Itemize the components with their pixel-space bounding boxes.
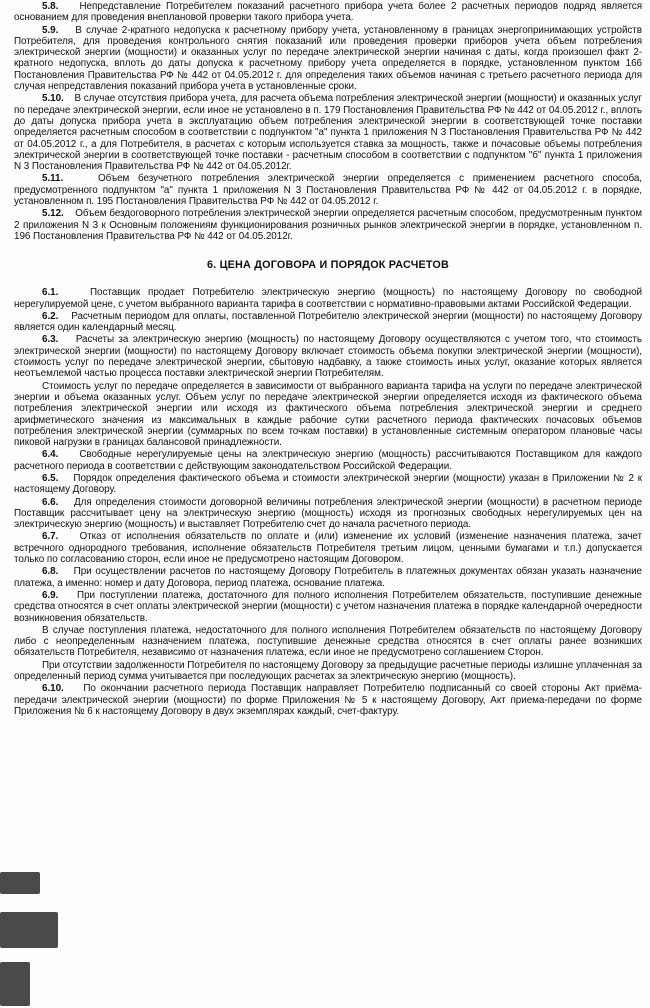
clause-text: Отказ от исполнения обязательств по оплате и (или) изменение их условий (изменение назначения платежа, зачет встречного однородного требования, исполнение обязательств Потребителя третьим лицом, ценными бумагами и т.п.) допускается только по согласованию сторон, если иное не предусмотрено настоящим Договором. <box>14 531 642 566</box>
clause-number: 6.8. <box>42 566 59 578</box>
clause-number: 6.5. <box>42 472 59 484</box>
clause-number: 6.6. <box>42 496 59 508</box>
clause-text: Свободные нерегулируемые цены на электрическую энергию (мощность) рассчитываются Поставщиком для каждого расчетного периода в соответствии с действующим законодательством Российской Федерации. <box>14 449 642 472</box>
clause-text: Объем безучетного потребления электрической энергии определяется с применением расчетного способа, предусмотренного подпунктом "а" пункта 1 приложения N 3 Постановления Правительства РФ № 442 от 04.05.2012 г. в порядке, установленном п. 195 Постановления Правительства РФ № 442 от 04.05.2012 г. <box>14 173 643 208</box>
clause-text: В случае поступления платежа, недостаточного для полного исполнения Потребителем обязательств по настоящему Договору либо с неопределенным назначением платежа, поступившие денежные средства относятся в счет оплаты ранее возникших обязательств Потребителя, независимо от назначения платежа, если иное не предусмотрено соглашением Сторон. <box>14 624 642 659</box>
clause-number: 6.4. <box>42 449 59 461</box>
section-6-body <box>14 287 642 717</box>
clause-text: При осуществлении расчетов по настоящему Договору Потребитель в платежных документах обязан указать назначение платежа, а именно: номер и дату Договора, период платежа, основание платежа. <box>14 566 642 589</box>
scan-smudge <box>0 872 40 894</box>
clause-number: 6.1. <box>42 287 59 299</box>
clause-text: Для определения стоимости договорной величины потребления электрической энергии (мощности) в расчетном периоде Поставщик рассчитывает цену на электрическую энергию (мощность) исходя из прогнозных свободных нерегулируемых цен на электрическую энергию (мощность) и выставляет Потребителю счет до начала расчетного периода. <box>14 496 643 531</box>
clause-number: 6.9. <box>42 589 59 601</box>
clause <box>14 287 642 310</box>
clause <box>14 683 642 717</box>
clause-text: По окончании расчетного периода Поставщик направляет Потребителю подписанный со своей стороны Акт приёма-передачи электрической энергии (мощности) по форме Приложения № 5 к настоящему Договору, Акт приема-передачи по форме Приложения № 6 к настоящему Договору в двух экземплярах каждый, счет-фактуру. <box>14 683 643 717</box>
clause <box>14 497 642 531</box>
clause-text: В случае 2-кратного недопуска к расчетному прибору учета, установленному в границах энергопринимающих устройств Потребителя, для проведения контрольного снятия показаний или проведения проверки приборов учета объем потребления электрической энергии (мощности) и оказанных услуг по передаче электрической энергии начиная с даты, когда произошел факт 2-кратного недопуска, вплоть до даты допуска к расчетному прибору учета определяется в порядке, установленном пунктом 166 Постановления Правительства РФ № 442 от 04.05.2012 г. для определения таких объемов начиная с третьего расчетного периода для случая непредставления показаний прибора учета в установленные сроки. <box>14 24 642 93</box>
clause <box>14 25 642 93</box>
clause-text: Непредставление Потребителем показаний расчетного прибора учета более 2 расчетных периодов подряд является основанием для проведения внеплановой проверки такого прибора учета. <box>14 1 642 24</box>
clause-number: 6.2. <box>42 310 59 322</box>
clause <box>14 173 642 207</box>
clause <box>14 566 642 589</box>
clause-paragraph <box>14 381 642 449</box>
clause <box>14 93 642 172</box>
clause-paragraph <box>14 625 642 659</box>
scan-smudge <box>0 962 30 1006</box>
clause <box>14 334 642 379</box>
clause-text: Расчетным периодом для оплаты, поставленной Потребителю электрической энергии (мощности) по настоящему Договору является один календарный месяц. <box>14 310 642 334</box>
clause <box>14 590 642 624</box>
clause <box>14 208 642 242</box>
clause <box>14 1 642 24</box>
clause-number: 5.10. <box>42 93 64 105</box>
section-heading: 6. ЦЕНА ДОГОВОРА И ПОРЯДОК РАСЧЕТОВ <box>206 259 450 272</box>
clause <box>14 449 642 472</box>
clause-text: Расчеты за электрическую энергию (мощность) по настоящему Договору осуществляются с учетом того, что стоимость электрической энергии (мощности) по настоящему Договору включает стоимость объема покупки электрической энергии (мощности), стоимость услуг по передаче электрической энергии, сбытовую надбавку, а также стоимость иных услуг, оказание которых является неотъемлемой частью процесса поставки электрической энергии Потребителям. <box>14 334 642 380</box>
clause-text: В случае отсутствия прибора учета, для расчета объема потребления электрической энергии (мощности) и оказанных услуг по передаче электрической энергии, если иное не установлено в п. 179 Постановления Правительства РФ № 442 от 04.05.2012 г., вплоть до даты допуска прибора учета в эксплуатацию объем потребления электрической энергии в соответствующей точке поставки определяется расчетным способом в соответствии с подпунктом "а" пункта 1 приложения N 3 Постановления Правительства РФ № 442 от 04.05.2012 г., а для Потребителя, в расчетах с которым используется ставка за мощность, также и почасовые объемы потребления электрической энергии в соответствующей точке поставки - расчетным способом в соответствии с подпунктом "б" пункта 1 приложения N 3 Постановления Правительства РФ № 442 от 04.05.2012г. <box>14 93 642 173</box>
clause <box>14 531 642 565</box>
clause-number: 6.3. <box>42 334 59 346</box>
clause-number: 6.10. <box>42 683 64 695</box>
clause-text: При поступлении платежа, достаточного для полного исполнения Потребителем обязательств, поступившие денежные средства относятся в счет оплаты электрической энергии (мощности) с учетом назначения платежа в порядке календарной очередности возникновения обязательств. <box>14 589 642 624</box>
section-5-tail <box>14 1 642 242</box>
scan-smudge <box>0 912 58 948</box>
clause-text: Стоимость услуг по передаче определяется в зависимости от выбранного варианта тарифа на услуги по передаче электрической энергии и объема оказанных услуг. Объем услуг по передаче электрической энергии определяется исходя из фактического объема потребления электрической энергии или исходя из фактического объема потребления электрической энергии и среднего арифметического значения из максимальных в каждые рабочие сутки расчетного периода фактических почасовых объемов потребления электрической энергии (суммарных по всем точкам поставки) в установленные системным оператором плановые часы пиковой нагрузки в границах балансовой принадлежности. <box>14 380 642 449</box>
clause-text: При отсутствии задолженности Потребителя по настоящему Договору за предыдущие расчетные периоды излишне уплаченная за определенный период сумма учитывается при последующих расчетах за электрическую энергию (мощность). <box>14 659 642 683</box>
clause-number: 5.9. <box>42 24 59 36</box>
clause-text: Порядок определения фактического объема и стоимости электрической энергии (мощности) указан в Приложении № 2 к настоящему Договору. <box>14 472 642 496</box>
clause <box>14 473 642 496</box>
clause-text: Объем бездоговорного потребления электрической энергии определяется расчетным способом, предусмотренным пунктом 2 приложения N 3 к Основным положениям функционирования розничных рынков электрической энергии в порядке, установленном п. 196 Постановления Правительства РФ № 442 от 04.05.2012г. <box>14 208 642 242</box>
clause <box>14 311 642 334</box>
clause-number: 6.7. <box>42 531 59 543</box>
clause-text: Поставщик продает Потребителю электрическую энергию (мощность) по настоящему Договору по свободной нерегулируемой цене, с учетом выбранного варианта тарифа в соответствии с нормативно-правовыми актами Российской Федерации. <box>14 287 642 310</box>
clause-number: 5.12. <box>42 208 64 220</box>
clause-paragraph <box>14 660 642 683</box>
clause-number: 5.8. <box>42 1 59 12</box>
clause-number: 5.11. <box>42 173 64 185</box>
